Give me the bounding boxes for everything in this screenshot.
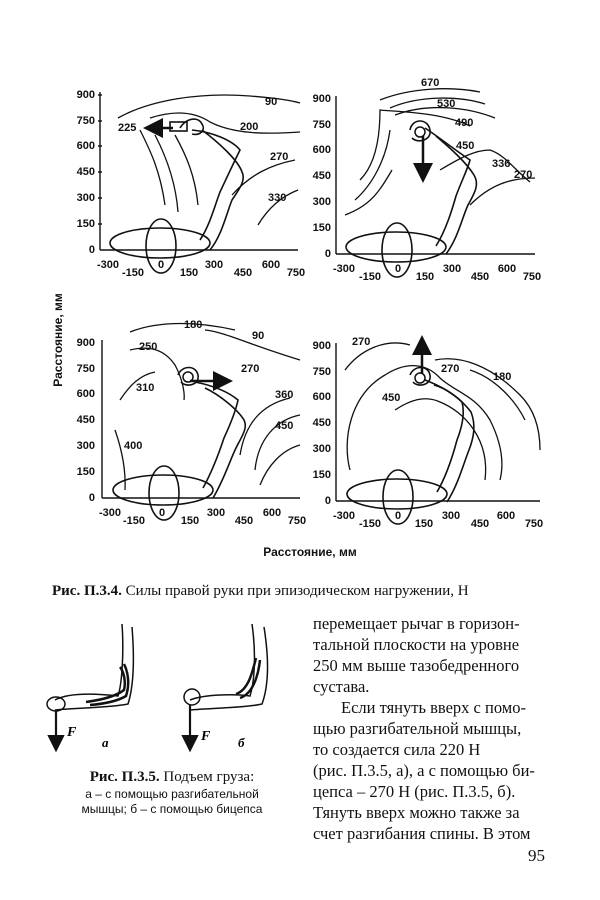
svg-text:-300: -300 bbox=[96, 259, 120, 271]
svg-text:150: 150 bbox=[415, 271, 435, 283]
caption-text: Силы правой руки при эпизодическом нагружении, Н bbox=[125, 583, 469, 599]
x-axis-label: Расстояние, мм bbox=[263, 545, 357, 559]
svg-text:750: 750 bbox=[312, 366, 331, 378]
svg-text:750: 750 bbox=[522, 271, 542, 283]
svg-text:-150: -150 bbox=[121, 267, 145, 279]
svg-text:270: 270 bbox=[441, 363, 460, 375]
panel-a bbox=[77, 89, 306, 279]
caption-line: а – с помощью разгибательной bbox=[85, 787, 259, 801]
svg-text:600: 600 bbox=[262, 507, 282, 519]
svg-text:600: 600 bbox=[497, 263, 517, 275]
y-tick-labels bbox=[313, 93, 331, 260]
svg-text:300: 300 bbox=[441, 510, 461, 522]
svg-text:200: 200 bbox=[240, 121, 259, 133]
svg-text:-150: -150 bbox=[358, 518, 382, 530]
contour-labels bbox=[118, 96, 288, 204]
text-line: счет разгибания спины. В этом bbox=[313, 824, 531, 843]
svg-text:270: 270 bbox=[270, 151, 289, 163]
figure-4-caption bbox=[52, 582, 572, 601]
text-line: Если тянуть вверх с помо- bbox=[341, 698, 526, 717]
svg-text:600: 600 bbox=[312, 144, 331, 156]
caption-line: мышцы; б – с помощью бицепса bbox=[81, 802, 263, 816]
svg-text:450: 450 bbox=[456, 140, 475, 152]
x-tick-labels bbox=[333, 263, 541, 283]
svg-text:0: 0 bbox=[394, 263, 402, 275]
svg-text:600: 600 bbox=[261, 259, 281, 271]
svg-text:750: 750 bbox=[312, 119, 331, 131]
text-line: 250 мм выше тазобедренного bbox=[313, 656, 520, 675]
svg-text:750: 750 bbox=[524, 518, 544, 530]
svg-text:530: 530 bbox=[437, 98, 456, 110]
svg-text:0: 0 bbox=[88, 492, 95, 504]
svg-text:300: 300 bbox=[312, 443, 331, 455]
svg-text:-150: -150 bbox=[122, 515, 146, 527]
svg-text:450: 450 bbox=[233, 267, 253, 279]
svg-text:150: 150 bbox=[414, 518, 434, 530]
svg-text:670: 670 bbox=[421, 77, 440, 89]
paragraph-2 bbox=[313, 697, 556, 844]
text-line: то создается сила 220 Н bbox=[313, 740, 481, 759]
svg-text:400: 400 bbox=[124, 440, 143, 452]
panel-b bbox=[313, 77, 542, 283]
y-tick-labels bbox=[77, 89, 95, 256]
svg-text:90: 90 bbox=[265, 96, 278, 108]
svg-text:300: 300 bbox=[204, 259, 224, 271]
force-label-a: F bbox=[67, 725, 77, 740]
svg-text:900: 900 bbox=[312, 93, 331, 105]
svg-text:450: 450 bbox=[470, 518, 490, 530]
text-line: тальной плоскости на уровне bbox=[313, 635, 520, 654]
text-line: щью разгибательной мышцы, bbox=[313, 719, 522, 738]
svg-text:490: 490 bbox=[455, 117, 474, 129]
y-axis-label: Расстояние, мм bbox=[51, 293, 65, 387]
x-tick-labels bbox=[333, 510, 543, 530]
sub-label-a: а bbox=[102, 735, 109, 750]
svg-text:600: 600 bbox=[312, 391, 331, 403]
svg-text:-150: -150 bbox=[358, 271, 382, 283]
sketch-b bbox=[184, 624, 268, 748]
svg-text:300: 300 bbox=[312, 196, 331, 208]
text-line: Тянуть вверх можно также за bbox=[313, 803, 520, 822]
svg-text:450: 450 bbox=[275, 420, 294, 432]
svg-text:250: 250 bbox=[139, 341, 158, 353]
svg-text:750: 750 bbox=[287, 515, 307, 527]
sub-label-b: б bbox=[238, 735, 245, 750]
svg-text:450: 450 bbox=[312, 170, 331, 182]
svg-text:150: 150 bbox=[312, 222, 331, 234]
text-line: сустава. bbox=[313, 677, 370, 696]
svg-text:150: 150 bbox=[179, 267, 199, 279]
svg-text:336: 336 bbox=[492, 158, 511, 170]
panel-d bbox=[313, 336, 544, 530]
text-line: (рис. П.3.5, а), а с помощью би- bbox=[313, 761, 535, 780]
x-tick-labels bbox=[97, 259, 305, 279]
figure-lifting bbox=[40, 612, 290, 762]
caption-label: Рис. П.3.5. bbox=[89, 769, 160, 785]
text-line: цепса – 270 Н (рис. П.3.5, б). bbox=[313, 782, 516, 801]
svg-text:330: 330 bbox=[268, 192, 287, 204]
contour-labels bbox=[421, 77, 532, 181]
svg-text:600: 600 bbox=[76, 140, 95, 152]
svg-text:-300: -300 bbox=[332, 263, 356, 275]
svg-text:180: 180 bbox=[184, 319, 203, 331]
panel-c bbox=[77, 319, 307, 527]
svg-text:-300: -300 bbox=[332, 510, 356, 522]
svg-text:450: 450 bbox=[312, 417, 331, 429]
svg-text:180: 180 bbox=[493, 371, 512, 383]
caption-title: Подъем груза: bbox=[163, 769, 255, 785]
svg-text:225: 225 bbox=[118, 122, 137, 134]
svg-text:750: 750 bbox=[76, 115, 95, 127]
svg-text:300: 300 bbox=[206, 507, 226, 519]
svg-text:360: 360 bbox=[275, 389, 294, 401]
force-label-b: F bbox=[201, 729, 211, 744]
svg-text:0: 0 bbox=[157, 259, 165, 271]
svg-text:450: 450 bbox=[76, 166, 95, 178]
y-tick-labels bbox=[77, 337, 95, 504]
svg-text:0: 0 bbox=[324, 495, 331, 507]
svg-text:900: 900 bbox=[76, 337, 95, 349]
svg-text:0: 0 bbox=[324, 248, 331, 260]
svg-text:300: 300 bbox=[442, 263, 462, 275]
text-line: перемещает рычаг в горизон- bbox=[313, 614, 520, 633]
svg-text:450: 450 bbox=[76, 414, 95, 426]
page-number: 95 bbox=[528, 846, 545, 865]
svg-text:150: 150 bbox=[180, 515, 200, 527]
figure-5-caption bbox=[52, 768, 292, 817]
caption-label: Рис. П.3.4. bbox=[52, 583, 122, 599]
svg-text:600: 600 bbox=[496, 510, 516, 522]
svg-text:310: 310 bbox=[136, 382, 155, 394]
svg-text:150: 150 bbox=[76, 466, 95, 478]
svg-text:750: 750 bbox=[286, 267, 306, 279]
svg-text:-300: -300 bbox=[98, 507, 122, 519]
svg-text:900: 900 bbox=[312, 340, 331, 352]
y-tick-labels bbox=[313, 340, 331, 507]
svg-text:270: 270 bbox=[352, 336, 371, 348]
svg-text:300: 300 bbox=[76, 192, 95, 204]
svg-text:450: 450 bbox=[470, 271, 490, 283]
svg-text:270: 270 bbox=[514, 169, 533, 181]
svg-text:450: 450 bbox=[382, 392, 401, 404]
svg-text:750: 750 bbox=[76, 363, 95, 375]
svg-text:0: 0 bbox=[158, 507, 166, 519]
svg-text:150: 150 bbox=[76, 218, 95, 230]
svg-text:150: 150 bbox=[312, 469, 331, 481]
svg-text:270: 270 bbox=[241, 363, 260, 375]
sketch-a bbox=[47, 624, 133, 748]
svg-text:900: 900 bbox=[76, 89, 95, 101]
svg-text:450: 450 bbox=[234, 515, 254, 527]
svg-text:600: 600 bbox=[76, 388, 95, 400]
svg-text:300: 300 bbox=[76, 440, 95, 452]
x-tick-labels bbox=[99, 507, 306, 527]
paragraph-1 bbox=[313, 613, 556, 697]
svg-text:0: 0 bbox=[88, 244, 95, 256]
svg-text:90: 90 bbox=[252, 330, 265, 342]
svg-text:0: 0 bbox=[394, 510, 402, 522]
